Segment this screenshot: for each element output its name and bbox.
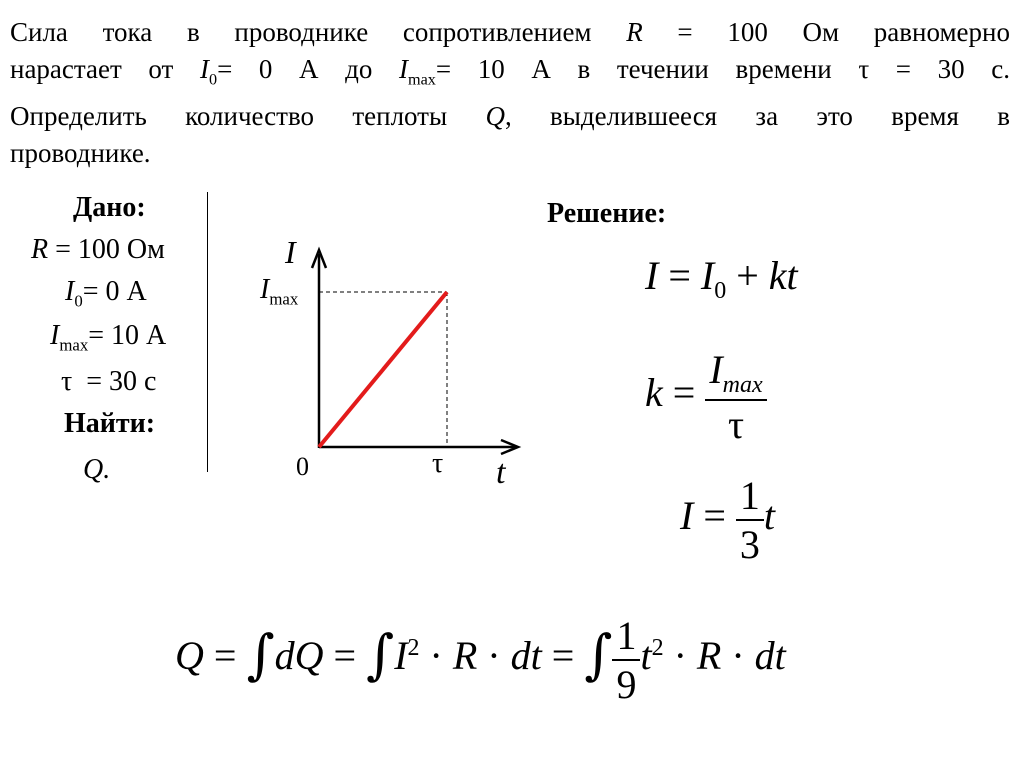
problem-line-1: Сила тока в проводнике сопротивлением R = 100 Ом равномерно [10, 17, 1010, 47]
equation-heat: $Q = \int dQ = \int I^2 \cdot R$ · dt = ∫ $\frac{1}{9}$ $t^2 \cdot R$ · dt [175, 613, 786, 707]
problem-line-3: Определить количество теплоты Q, выделившееся за это время в [10, 101, 1010, 132]
problem-statement [10, 14, 1010, 172]
imax-label: $I_{max}$ [260, 274, 299, 309]
solution-title: Решение: [547, 198, 667, 229]
origin-label: 0 [296, 452, 309, 481]
equation-current-law: $I = I_0$ + kt [645, 253, 798, 304]
tau-label: τ [432, 448, 444, 479]
given-resistance: R = 100 Ом [31, 234, 165, 265]
find-value: Q. [83, 454, 111, 485]
separator-line [207, 192, 208, 472]
find-title: Найти: [64, 408, 156, 439]
equation-current-value: I = $\frac{1}{3}$ t [680, 473, 776, 567]
given-initial-current: $I_0= 0$ А [65, 276, 147, 311]
y-axis-label: I [285, 234, 296, 270]
problem-line-2: нарастает от $I_0= 0$ А до $I_{max}= 10$ А в течении времени τ = 30 с. [10, 54, 1010, 89]
problem-line-4: проводнике. [10, 138, 151, 169]
equation-slope: k = $\frac{I_{max}}{\tau}$ [645, 346, 767, 448]
given-time: τ = 30 с [61, 366, 157, 397]
given-title: Дано: [73, 192, 146, 223]
x-axis-label: t [496, 454, 506, 491]
current-line [319, 292, 447, 447]
given-max-current: $I_{max}= 10$ А [50, 320, 167, 355]
